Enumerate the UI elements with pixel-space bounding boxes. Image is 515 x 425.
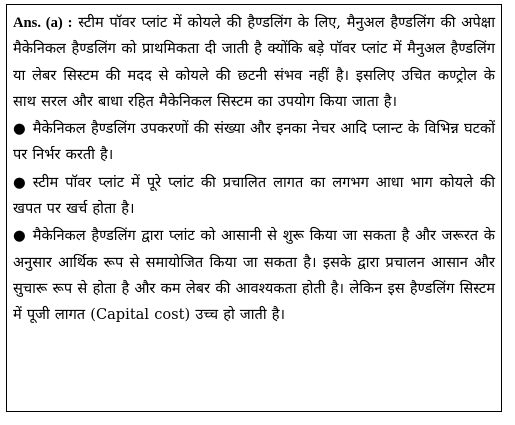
bullet-point-1 bbox=[13, 116, 495, 169]
answer-intro-paragraph bbox=[13, 10, 495, 115]
bullet-point-3 bbox=[13, 223, 495, 328]
bullet-point-2 bbox=[13, 170, 495, 223]
bullet-icon: ● bbox=[13, 173, 26, 191]
answer-box bbox=[6, 4, 502, 412]
bullet-icon: ● bbox=[13, 120, 26, 138]
bullet-icon: ● bbox=[13, 227, 26, 245]
bullet-point-text: स्टीम पॉवर प्लांट में पूरे प्लांट की प्रचालित लागत का लगभग आधा भाग कोयले की खपत पर खर्च होता है। bbox=[13, 173, 495, 218]
answer-label: Ans. (a) : bbox=[13, 15, 73, 31]
bullet-point-text: मैकेनिकल हैण्डलिंग उपकरणों की संख्या और इनका नेचर आदि प्लान्ट के विभिन्न घटकों पर निर्भर करती है। bbox=[13, 120, 495, 164]
answer-intro-text: स्टीम पॉवर प्लांट में कोयले की हैण्डलिंग के लिए, मैनुअल हैण्डलिंग की अपेक्षा मैकेनिकल हैण्डलिंग को प्राथमिकता दी जाती है क्योंकि बड़े पॉवर प्लांट में मैनुअल हैण्डलिंग या लेबर सिस्टम की मदद से कोयले की छटनी संभव नहीं है। इसलिए उचित कण्ट्रोल के साथ सरल और बाधा रहित मैकेनिकल सिस्टम का उपयोग किया जाता है। bbox=[13, 14, 495, 110]
bullet-point-text: मैकेनिकल हैण्डलिंग द्वारा प्लांट को आसानी से शुरू किया जा सकता है और जरूरत के अनुसार आर्थिक रूप से समायोजित किया जा सकता है। इसके द्वारा प्रचालन आसान और सुचारू रूप से होता है और कम लेबर की आवश्यकता होती है। लेकिन इस हैण्डलिंग सिस्टम में पूजी लागत (Capital cost) उच्च हो जाती है। bbox=[13, 227, 495, 324]
